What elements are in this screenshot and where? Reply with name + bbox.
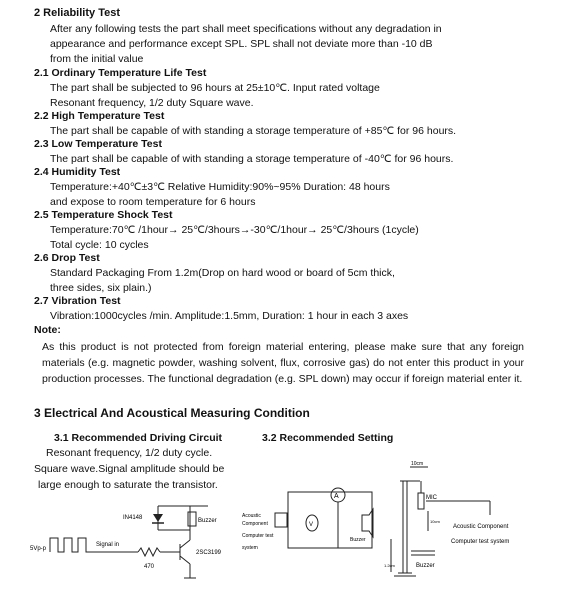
acoustic-label: Acoustic (242, 513, 261, 519)
test-text: Standard Packaging From 1.2m(Drop on hard wood or board of 5cm thick, (50, 267, 395, 279)
buzzer-label: Buzzer (198, 518, 217, 524)
section-title: 3 Electrical And Acoustical Measuring Condition (34, 406, 310, 420)
test-title: 2.3 Low Temperature Test (34, 138, 162, 150)
computer-label: system (242, 545, 258, 551)
intro-line: appearance and performance except SPL. SPL shall not deviate more than -10 dB (50, 38, 433, 50)
test-title: 2.7 Vibration Test (34, 295, 121, 307)
test-text: The part shall be subjected to 96 hours at 25±10℃. Input rated voltage (50, 82, 380, 94)
buzzer-left-label: Buzzer (350, 537, 366, 543)
acoustic-right-label: Acoustic Component (453, 524, 509, 530)
note-line: production processes. The functional degradation (e.g. SPL down) may occur if foreign material enter it. (42, 373, 523, 385)
circuit-note: Square wave.Signal amplitude should be (34, 463, 225, 475)
test-text: and expose to room temperature for 6 hours (50, 196, 256, 208)
section-title: 2 Reliability Test (34, 7, 120, 19)
volt-label: V (309, 522, 314, 528)
dim-side-label: 10cm (430, 519, 440, 524)
test-title: 2.6 Drop Test (34, 252, 100, 264)
test-title: 2.2 High Temperature Test (34, 110, 165, 122)
vpp-label: 5Vp-p (30, 546, 47, 552)
intro-line: from the initial value (50, 53, 144, 65)
mic-label: MIC (426, 495, 437, 501)
subsection-title: 3.2 Recommended Setting (262, 432, 394, 444)
resistor-label: 470 (144, 564, 155, 570)
test-text: Vibration:1000cycles /min. Amplitude:1.5mm, Duration: 1 hour in each 3 axes (50, 310, 409, 322)
setting-diagram (242, 455, 560, 585)
test-text: three sides, six plain.) (50, 282, 152, 294)
test-text: Resonant frequency, 1/2 duty Square wave. (50, 97, 254, 109)
buzzer-right-label: Buzzer (416, 563, 435, 569)
transistor-label: 2SC3199 (196, 550, 222, 556)
circuit-note: large enough to saturate the transistor. (38, 479, 218, 491)
signal-label: Signal in (96, 542, 120, 548)
dim-top-label: 10cm (411, 461, 424, 467)
meter-label: A (334, 493, 339, 500)
test-title: 2.1 Ordinary Temperature Life Test (34, 67, 207, 79)
driving-circuit-diagram (28, 494, 238, 584)
note-line: materials (e.g. magnetic powder, washing solvent, flux, corrosive gas) do not enter this product in your (42, 357, 524, 369)
note-title: Note: (34, 324, 61, 336)
acoustic-label: Component (242, 521, 268, 527)
circuit-note: Resonant frequency, 1/2 duty cycle. (46, 447, 213, 459)
dim-bottom-label: 1.2cm (384, 563, 395, 568)
test-title: 2.5 Temperature Shock Test (34, 209, 173, 221)
test-text: Temperature:+40℃±3℃ Relative Humidity:90%~95% Duration: 48 hours (50, 181, 390, 193)
test-text: Total cycle: 10 cycles (50, 239, 149, 251)
test-title: 2.4 Humidity Test (34, 166, 121, 178)
test-text: Temperature:70℃ /1hour→ 25℃/3hours→-30℃/1hour→ 25℃/3hours (1cycle) (50, 224, 419, 236)
computer-right-label: Computer test system (451, 539, 510, 545)
diode-label: IN4148 (123, 515, 143, 521)
test-text: The part shall be capable of with standing a storage temperature of -40℃ for 96 hours. (50, 153, 454, 165)
note-line: As this product is not protected from foreign material entering, please make sure that any foreign (42, 341, 524, 353)
test-text: The part shall be capable of with standing a storage temperature of +85℃ for 96 hours. (50, 125, 457, 137)
computer-label: Computer test (242, 533, 274, 539)
subsection-title: 3.1 Recommended Driving Circuit (54, 432, 223, 444)
intro-line: After any following tests the part shall meet specifications without any degradation in (50, 23, 442, 35)
